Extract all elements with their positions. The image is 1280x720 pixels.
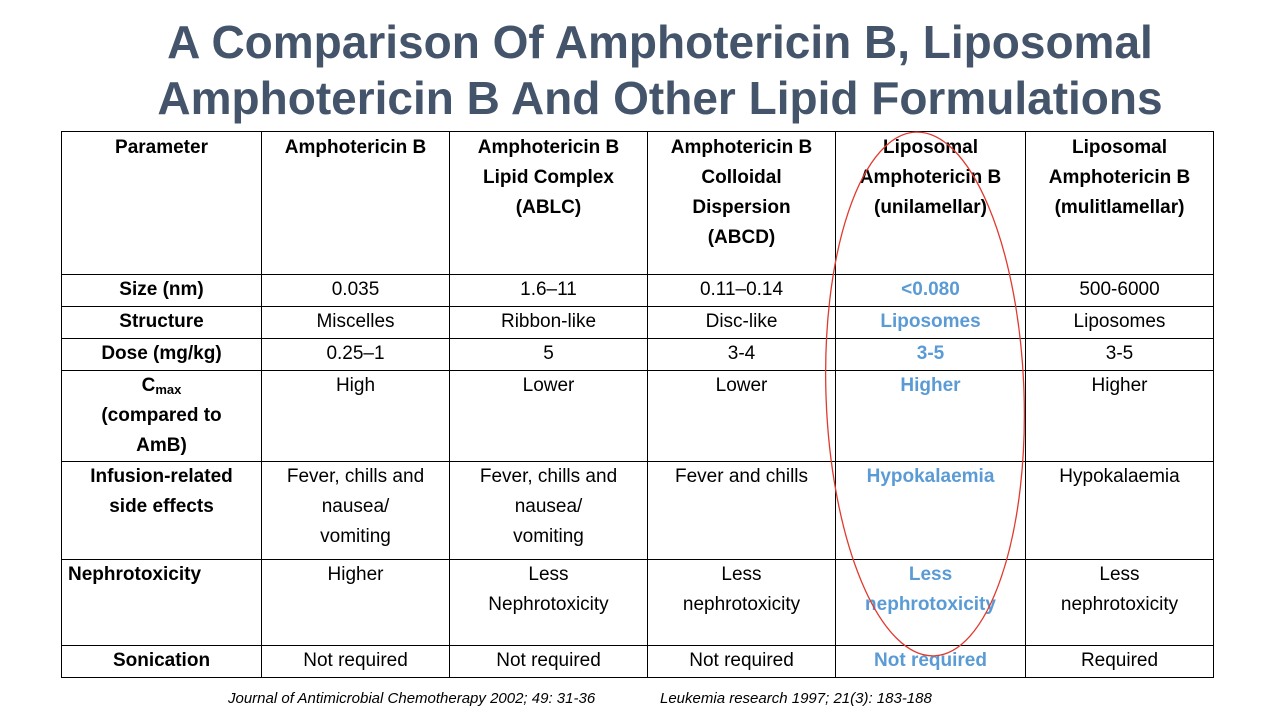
- row-label-size: Size (nm): [62, 275, 262, 307]
- table-cell: Required: [1026, 646, 1214, 678]
- row-label-dose: Dose (mg/kg): [62, 339, 262, 371]
- cmax-row: [62, 371, 1214, 462]
- table-cell-highlighted: Not required: [836, 646, 1026, 678]
- table-cell: High: [262, 371, 450, 462]
- header-ablc: Amphotericin B Lipid Complex (ABLC): [450, 132, 648, 275]
- title-line-1: A Comparison Of Amphotericin B, Liposomal: [167, 16, 1153, 68]
- table-cell-highlighted: 3-5: [836, 339, 1026, 371]
- sonication-row: [62, 646, 1214, 678]
- table-cell: Lower: [648, 371, 836, 462]
- row-label-structure: Structure: [62, 307, 262, 339]
- table-cell: Liposomes: [1026, 307, 1214, 339]
- table-cell: Disc-like: [648, 307, 836, 339]
- size-row: [62, 275, 1214, 307]
- row-label-infusion: Infusion-related side effects: [62, 462, 262, 560]
- table-cell: Less Nephrotoxicity: [450, 560, 648, 646]
- table-cell: Higher: [1026, 371, 1214, 462]
- row-label-nephrotoxicity: Nephrotoxicity: [62, 560, 262, 646]
- header-liposomal-unilamellar: Liposomal Amphotericin B (unilamellar): [836, 132, 1026, 275]
- citation-2: Leukemia research 1997; 21(3): 183-188: [660, 690, 932, 707]
- header-parameter: Parameter: [62, 132, 262, 275]
- header-amphotericin-b: Amphotericin B: [262, 132, 450, 275]
- table-cell-highlighted: Hypokalaemia: [836, 462, 1026, 560]
- slide-title: [0, 14, 1280, 126]
- table-cell: Not required: [450, 646, 648, 678]
- table-cell: 5: [450, 339, 648, 371]
- row-label-sonication: Sonication: [62, 646, 262, 678]
- header-abcd: Amphotericin B Colloidal Dispersion (ABCD): [648, 132, 836, 275]
- structure-row: [62, 307, 1214, 339]
- table-cell: Not required: [262, 646, 450, 678]
- table-cell: Fever, chills and nausea/ vomiting: [262, 462, 450, 560]
- table-cell-highlighted: Less nephrotoxicity: [836, 560, 1026, 646]
- table-cell: Miscelles: [262, 307, 450, 339]
- table-cell: 1.6–11: [450, 275, 648, 307]
- nephrotoxicity-row: [62, 560, 1214, 646]
- comparison-table: [61, 131, 1214, 678]
- table-cell: Fever and chills: [648, 462, 836, 560]
- table-cell-highlighted: <0.080: [836, 275, 1026, 307]
- row-label-cmax: $C_{max}$ (compared to AmB): [62, 371, 262, 462]
- table-cell: Lower: [450, 371, 648, 462]
- header-row: [62, 132, 1214, 275]
- table-cell: Fever, chills and nausea/ vomiting: [450, 462, 648, 560]
- table-cell: Hypokalaemia: [1026, 462, 1214, 560]
- table-cell: 3-5: [1026, 339, 1214, 371]
- table-cell-highlighted: Liposomes: [836, 307, 1026, 339]
- table-cell: Higher: [262, 560, 450, 646]
- table-cell: 0.11–0.14: [648, 275, 836, 307]
- title-line-2: Amphotericin B And Other Lipid Formulations: [157, 72, 1163, 124]
- table-cell: Less nephrotoxicity: [648, 560, 836, 646]
- table-cell: 500-6000: [1026, 275, 1214, 307]
- citation-1: Journal of Antimicrobial Chemotherapy 2002; 49: 31-36: [228, 690, 596, 707]
- header-liposomal-multilamellar: Liposomal Amphotericin B (mulitlamellar): [1026, 132, 1214, 275]
- table-cell: 0.25–1: [262, 339, 450, 371]
- table-cell: 0.035: [262, 275, 450, 307]
- dose-row: [62, 339, 1214, 371]
- table-cell-highlighted: Higher: [836, 371, 1026, 462]
- table-cell: Not required: [648, 646, 836, 678]
- table-cell: Less nephrotoxicity: [1026, 560, 1214, 646]
- infusion-row: [62, 462, 1214, 560]
- table-cell: 3-4: [648, 339, 836, 371]
- table-cell: Ribbon-like: [450, 307, 648, 339]
